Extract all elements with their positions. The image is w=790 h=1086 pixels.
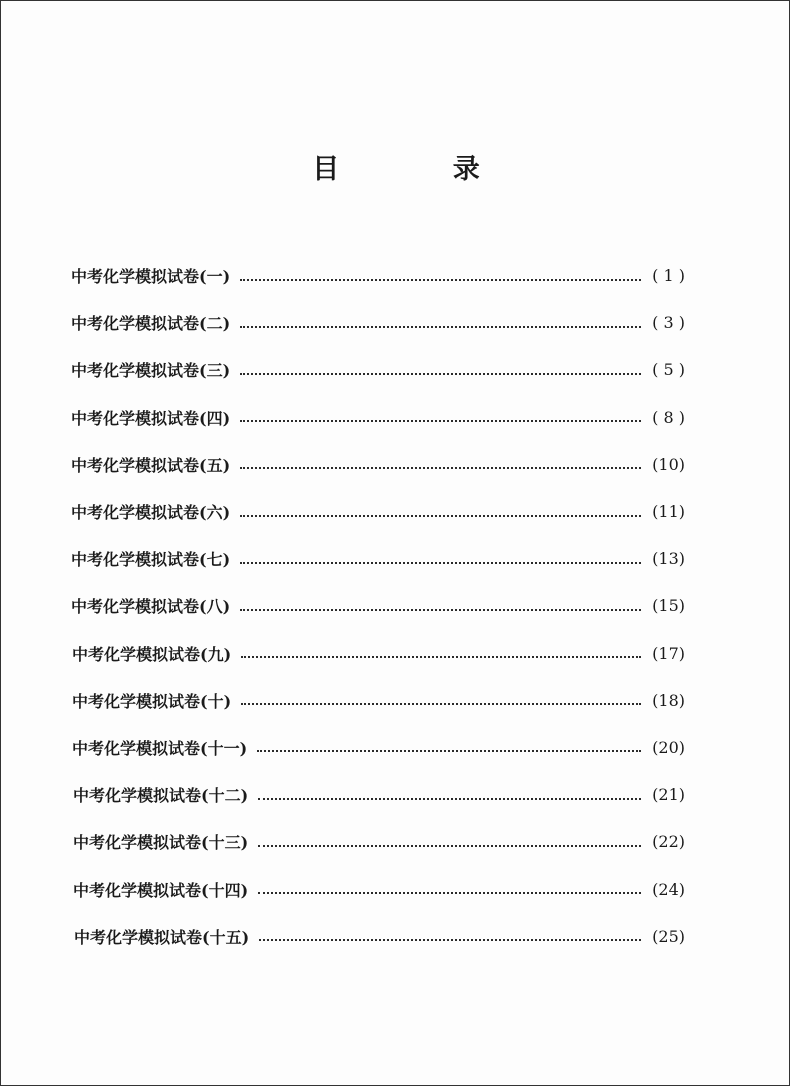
toc-entry-page: ( 5 ) [652, 360, 685, 380]
toc-entry-title: 中考化学模拟试卷(十一) [72, 738, 248, 758]
toc-entry-title: 中考化学模拟试卷(十二) [73, 786, 249, 806]
dot-leader [241, 703, 641, 705]
toc-entry[interactable] [1, 630, 790, 677]
toc-entry-title: 中考化学模拟试卷(十) [72, 691, 232, 711]
toc-list [1, 252, 790, 960]
toc-entry-title: 中考化学模拟试卷(五) [71, 455, 231, 475]
toc-entry-title: 中考化学模拟试卷(三) [71, 361, 231, 381]
toc-entry-page: (11) [652, 502, 685, 522]
toc-entry-page: ( 8 ) [652, 407, 685, 427]
dot-leader [241, 656, 641, 658]
dot-leader [240, 279, 641, 281]
toc-entry-title: 中考化学模拟试卷(九) [72, 644, 232, 664]
toc-entry[interactable] [1, 771, 790, 818]
toc-entry[interactable] [1, 582, 790, 629]
toc-entry-title: 中考化学模拟试卷(八) [71, 597, 231, 617]
toc-entry-page: (24) [652, 879, 685, 899]
toc-entry[interactable] [1, 724, 790, 771]
toc-entry-title: 中考化学模拟试卷(十三) [73, 833, 249, 853]
toc-entry[interactable] [1, 346, 790, 393]
toc-entry[interactable] [1, 299, 790, 346]
toc-entry-page: (22) [652, 832, 685, 852]
dot-leader [258, 798, 641, 800]
toc-entry-title: 中考化学模拟试卷(十五) [74, 927, 250, 947]
toc-entry[interactable] [1, 252, 790, 299]
toc-entry-page: ( 1 ) [652, 266, 685, 286]
dot-leader [240, 467, 641, 469]
dot-leader [257, 750, 641, 752]
toc-entry-page: (21) [652, 785, 685, 805]
toc-entry[interactable] [1, 818, 790, 865]
toc-entry-page: ( 3 ) [652, 313, 685, 333]
dot-leader [240, 562, 641, 564]
page-title: 目 录 [312, 154, 532, 185]
toc-entry-title: 中考化学模拟试卷(六) [71, 503, 231, 523]
toc-entry[interactable] [1, 488, 790, 535]
dot-leader [258, 845, 641, 847]
toc-entry[interactable] [1, 865, 790, 912]
dot-leader [240, 515, 641, 517]
toc-entry-page: (10) [652, 454, 685, 474]
toc-entry[interactable] [1, 913, 790, 960]
dot-leader [259, 939, 641, 941]
toc-entry-page: (18) [652, 690, 685, 710]
toc-entry-page: (13) [652, 549, 685, 569]
toc-entry-page: (17) [652, 643, 685, 663]
toc-entry[interactable] [1, 441, 790, 488]
toc-entry-title: 中考化学模拟试卷(七) [71, 550, 231, 570]
toc-entry-page: (15) [652, 596, 685, 616]
toc-entry[interactable] [1, 394, 790, 441]
dot-leader [240, 420, 641, 422]
dot-leader [240, 609, 641, 611]
toc-entry[interactable] [1, 535, 790, 582]
toc-entry-title: 中考化学模拟试卷(十四) [73, 880, 249, 900]
toc-entry-page: (25) [652, 926, 685, 946]
toc-entry-title: 中考化学模拟试卷(二) [71, 314, 231, 334]
toc-entry-title: 中考化学模拟试卷(四) [71, 408, 231, 428]
toc-entry-page: (20) [652, 737, 685, 757]
dot-leader [240, 373, 641, 375]
toc-entry-title: 中考化学模拟试卷(一) [71, 267, 231, 287]
dot-leader [258, 892, 641, 894]
dot-leader [240, 326, 641, 328]
toc-entry[interactable] [1, 677, 790, 724]
